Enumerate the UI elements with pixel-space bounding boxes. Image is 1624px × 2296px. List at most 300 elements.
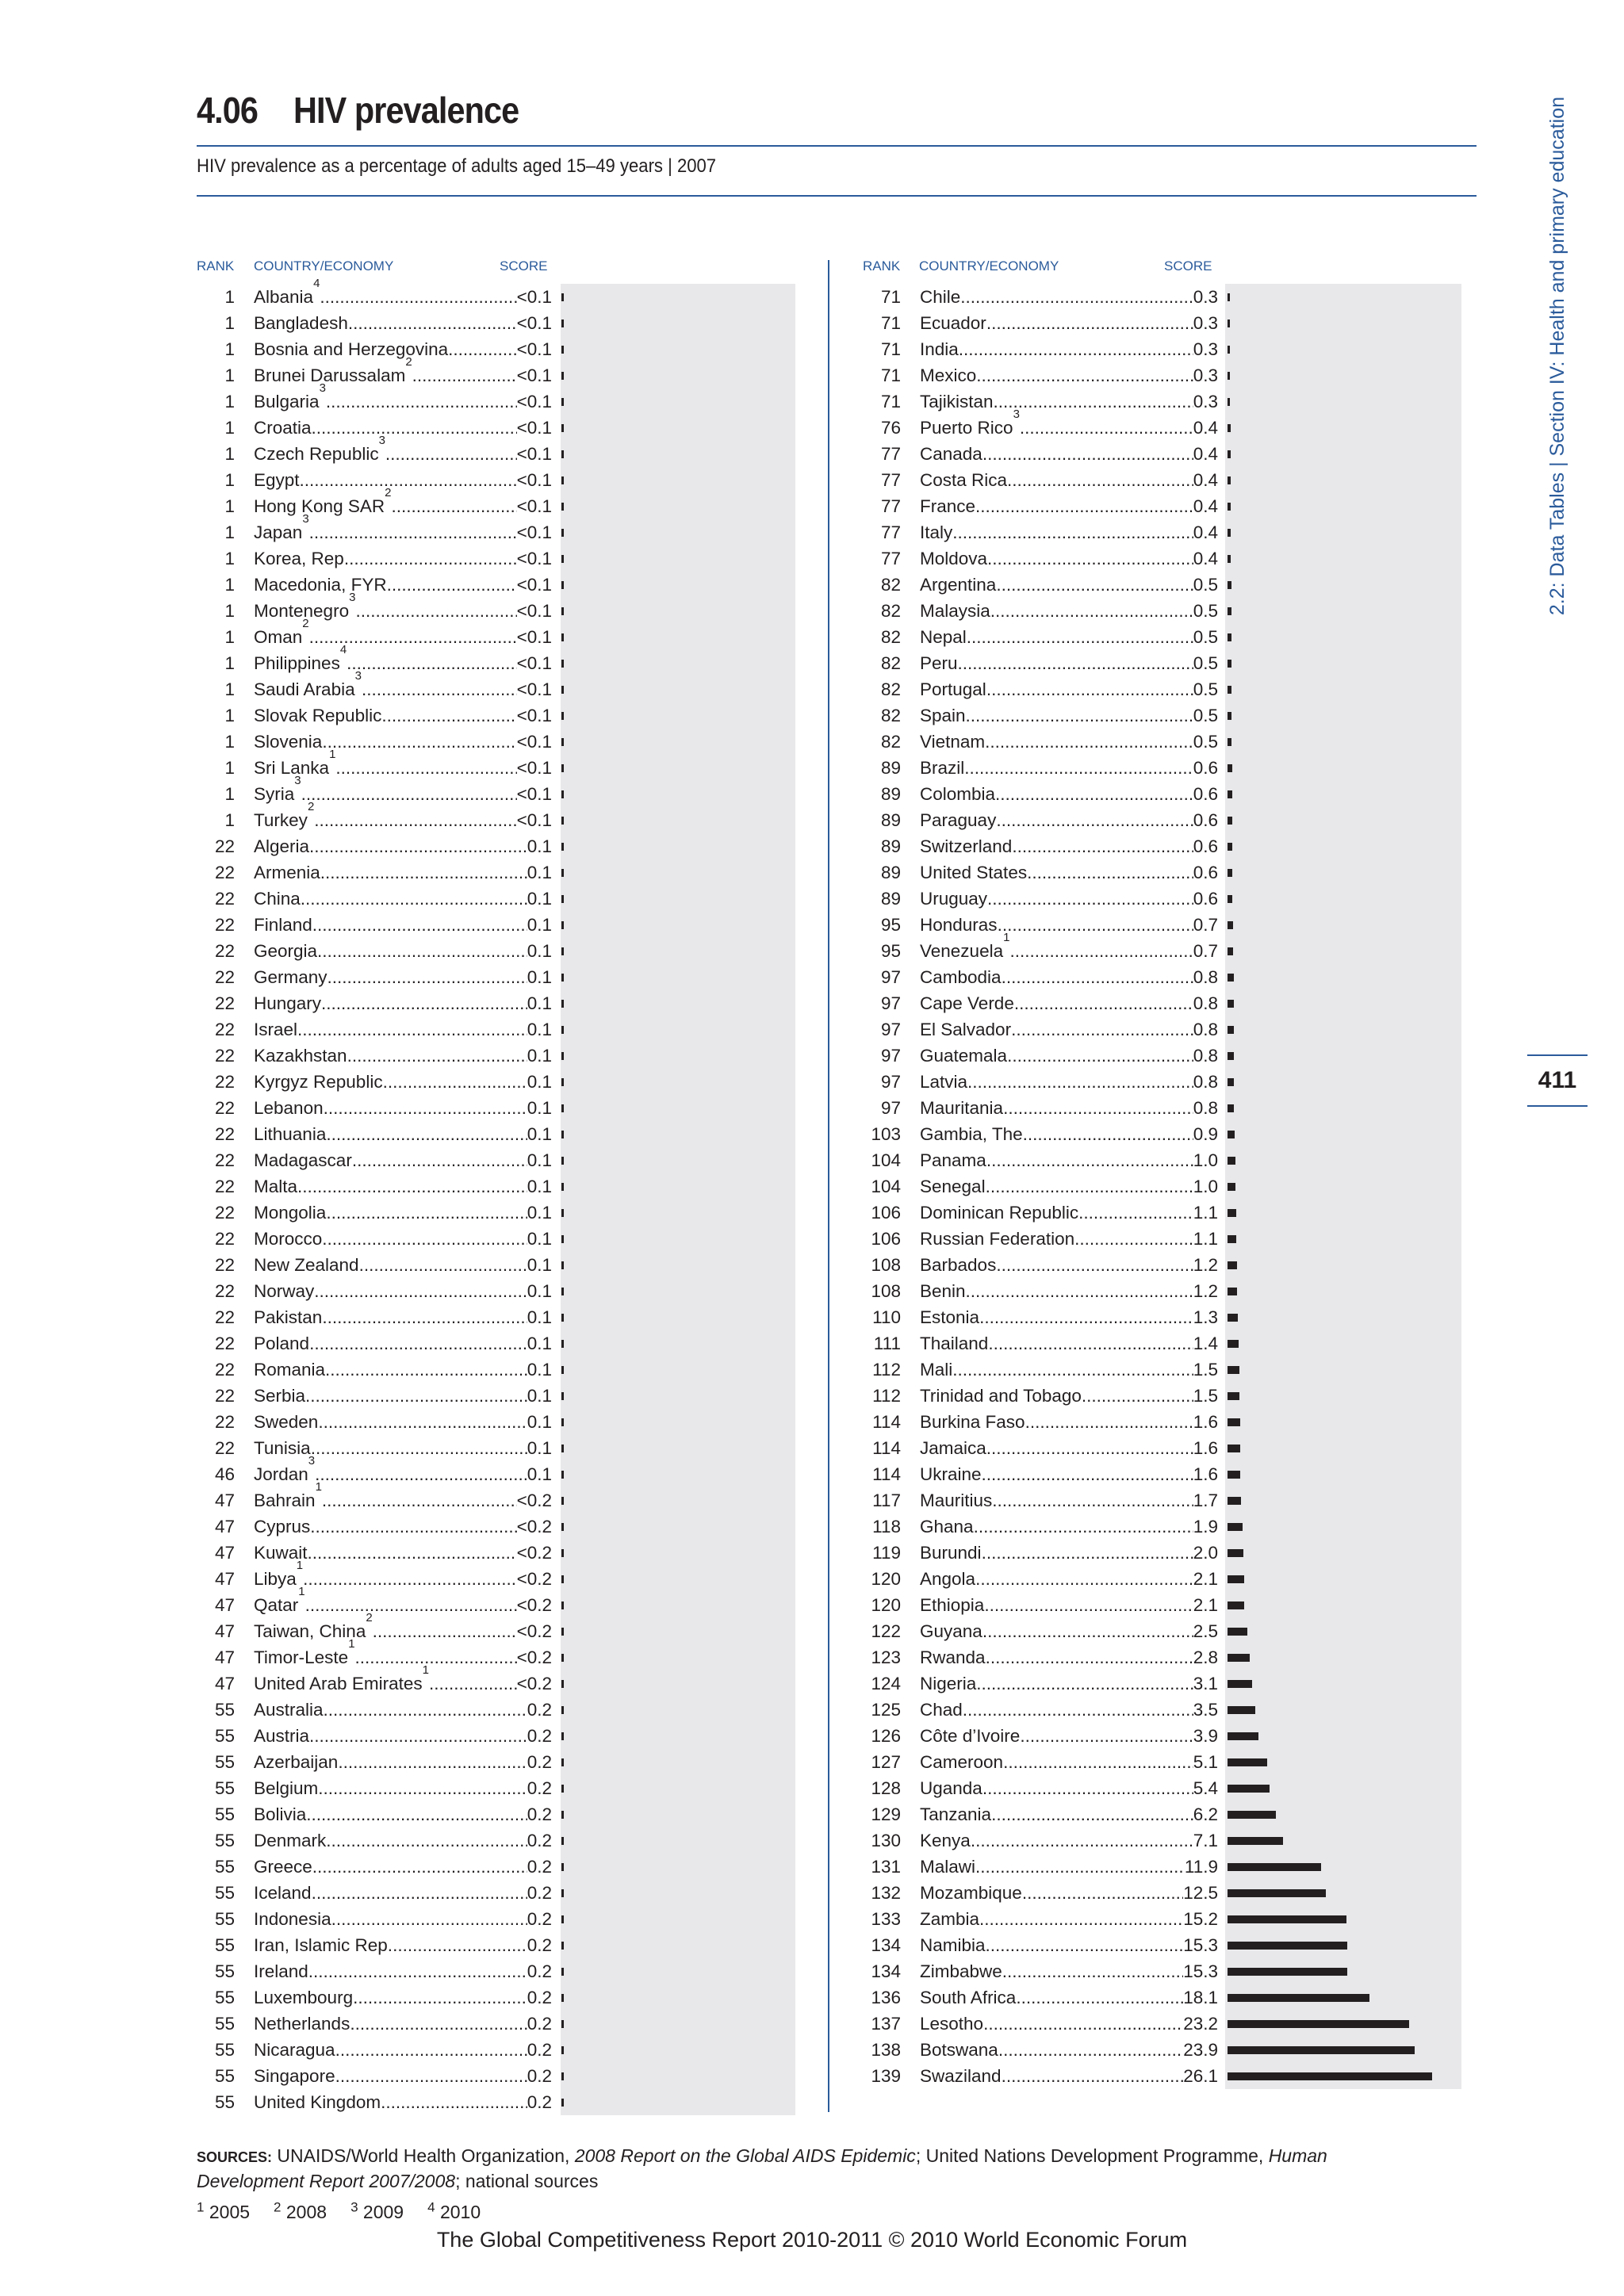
rank-cell: 1	[224, 287, 235, 307]
footnote-mark: 3	[378, 434, 385, 447]
country-cell	[920, 388, 1218, 415]
rank-cell: 1	[224, 679, 235, 699]
bar-mark	[561, 1994, 564, 2002]
rank-cell: 108	[871, 1281, 901, 1301]
footnote-mark: 1	[1003, 931, 1010, 944]
table-row	[197, 1827, 561, 1854]
country-name: Bahrain	[254, 1490, 316, 1510]
leader-dots	[349, 545, 517, 572]
rank-cell: 47	[214, 1517, 235, 1536]
country-name: Guyana	[920, 1621, 982, 1641]
rank-cell: 1	[224, 706, 235, 725]
leader-dots	[314, 1278, 527, 1304]
country-cell	[920, 1592, 1218, 1618]
leader-dots	[318, 1409, 527, 1435]
country-cell	[254, 1932, 552, 1958]
country-name: Israel	[254, 1020, 298, 1039]
country-name: Armenia	[254, 863, 320, 882]
table-row	[197, 1611, 561, 1644]
bar-mark	[561, 712, 564, 720]
bar-mark	[1228, 503, 1231, 511]
country-name: Cyprus	[254, 1517, 311, 1536]
score-cell: 0.6	[1193, 836, 1218, 856]
leader-dots	[381, 2089, 527, 2115]
rank-cell: 112	[872, 1386, 901, 1406]
score-header-right: SCORE	[1164, 258, 1212, 274]
bar-mark	[1228, 660, 1231, 668]
leader-dots	[991, 1801, 1193, 1827]
leader-dots	[1012, 833, 1193, 859]
leader-dots	[317, 938, 527, 964]
score-cell: <0.1	[516, 601, 552, 621]
bar-mark	[561, 1445, 564, 1452]
table-row	[197, 434, 561, 467]
rank-cell: 77	[880, 444, 901, 464]
bar-mark	[1228, 424, 1231, 432]
footnote-item-text: 2005	[204, 2201, 251, 2222]
country-cell	[254, 1304, 552, 1330]
score-cell: 0.6	[1193, 889, 1218, 909]
country-name: Azerbaijan	[254, 1752, 339, 1772]
bar-mark	[561, 2046, 564, 2054]
rank-cell: 1	[224, 653, 235, 673]
score-cell: <0.2	[516, 1674, 552, 1693]
country-name: Albania	[254, 287, 314, 307]
footnote-mark: 1	[296, 1559, 304, 1572]
leader-dots	[324, 1697, 527, 1723]
bar-mark	[561, 2099, 564, 2107]
bar-mark	[1228, 607, 1231, 615]
table-column-right	[863, 284, 1228, 2089]
leader-dots	[362, 676, 517, 702]
country-name: Iran, Islamic Rep.	[254, 1935, 393, 1955]
score-cell: 0.5	[1193, 627, 1218, 647]
rank-cell: 134	[871, 1961, 901, 1981]
country-cell	[920, 833, 1218, 859]
table-row	[863, 1226, 1228, 1252]
bar-mark	[561, 1523, 564, 1531]
table-row	[863, 1697, 1228, 1723]
score-cell: <0.1	[516, 418, 552, 438]
table-row	[863, 1043, 1228, 1069]
country-cell	[920, 572, 1218, 598]
footnote-mark: 3	[354, 669, 362, 683]
rank-cell: 1	[224, 313, 235, 333]
table-row	[863, 990, 1228, 1016]
country-name: Costa Rica	[920, 470, 1008, 490]
footnote-mark: 2	[405, 355, 412, 369]
footnote-item-text: 2009	[358, 2201, 404, 2222]
country-cell	[254, 729, 552, 755]
country-cell	[920, 408, 1218, 441]
leader-dots	[994, 388, 1193, 415]
bar-mark	[1228, 2072, 1432, 2080]
bar-mark	[1228, 686, 1231, 694]
rank-cell: 124	[871, 1674, 901, 1693]
rank-cell: 89	[880, 836, 901, 856]
score-cell: 26.1	[1183, 2066, 1218, 2086]
country-cell	[254, 990, 552, 1016]
country-cell	[920, 912, 1218, 938]
country-cell	[254, 591, 552, 624]
leader-dots	[958, 650, 1193, 676]
score-cell: <0.1	[516, 392, 552, 411]
leader-dots	[990, 598, 1193, 624]
footnotes	[197, 2199, 504, 2223]
score-cell: 2.1	[1193, 1569, 1218, 1589]
leader-dots	[987, 886, 1193, 912]
score-cell: <0.1	[516, 758, 552, 778]
rank-cell: 22	[214, 1360, 235, 1380]
table-row	[197, 2089, 561, 2115]
table-row	[197, 886, 561, 912]
rank-cell: 1	[224, 732, 235, 752]
score-cell: 0.5	[1193, 575, 1218, 595]
country-name: United Kingdom	[254, 2092, 381, 2112]
table-row	[197, 1663, 561, 1697]
country-cell	[254, 1252, 552, 1278]
footnote-mark: 2	[307, 800, 315, 813]
table-row	[863, 1932, 1228, 1958]
score-cell: <0.1	[516, 784, 552, 804]
rank-cell: 47	[214, 1595, 235, 1615]
country-name: Madagascar	[254, 1150, 352, 1170]
country-cell	[920, 1147, 1218, 1173]
rank-cell: 22	[214, 967, 235, 987]
country-name: Saudi Arabia	[254, 679, 355, 699]
country-name: Georgia	[254, 941, 318, 961]
table-row	[197, 1723, 561, 1749]
footnote-mark: 1	[315, 1480, 322, 1494]
rank-cell: 1	[224, 392, 235, 411]
score-cell: <0.1	[516, 627, 552, 647]
bar-mark	[561, 817, 564, 825]
table-row	[197, 1984, 561, 2011]
country-cell	[920, 859, 1218, 886]
table-row	[197, 310, 561, 336]
bar-mark	[561, 633, 564, 641]
country-name: Slovenia	[254, 732, 323, 752]
country-cell	[254, 1454, 552, 1487]
country-name: Mali	[920, 1360, 953, 1380]
country-cell	[920, 1697, 1218, 1723]
score-cell: 1.9	[1193, 1517, 1218, 1536]
country-name: Turkey	[254, 810, 308, 830]
table-row	[863, 1487, 1228, 1513]
leader-dots	[971, 1827, 1193, 1854]
table-row	[197, 512, 561, 545]
table-row	[863, 1775, 1228, 1801]
rank-cell: 82	[880, 575, 901, 595]
bar-mark	[1228, 1758, 1267, 1766]
rank-cell: 1	[224, 365, 235, 385]
footnote-mark: 3	[302, 512, 309, 526]
country-cell	[254, 774, 552, 807]
score-cell: <0.1	[516, 313, 552, 333]
score-cell: 1.4	[1193, 1334, 1218, 1353]
rank-cell: 97	[880, 1020, 901, 1039]
table-row	[863, 1723, 1228, 1749]
bar-mark	[561, 450, 564, 458]
leader-dots	[1020, 1723, 1193, 1749]
score-cell: 0.8	[1193, 993, 1218, 1013]
table-row	[863, 1880, 1228, 1906]
country-cell	[920, 807, 1218, 833]
leader-dots	[326, 1827, 527, 1854]
footnote-item	[427, 2199, 481, 2222]
leader-dots	[327, 964, 527, 990]
table-row	[197, 617, 561, 650]
bar-mark	[561, 1078, 564, 1086]
table-row	[197, 1880, 561, 1906]
country-name: Bolivia	[254, 1804, 307, 1824]
table-row	[863, 2037, 1228, 2063]
bar-mark	[1228, 450, 1231, 458]
country-name: Benin	[920, 1281, 966, 1301]
score-cell: 0.2	[527, 2092, 552, 2112]
country-cell	[254, 1611, 552, 1644]
table-row	[197, 1069, 561, 1095]
score-cell: 0.9	[1193, 1124, 1218, 1144]
score-cell: 0.1	[527, 993, 552, 1013]
score-cell: 0.1	[527, 1229, 552, 1249]
bar-mark	[1228, 1680, 1252, 1688]
table-row	[197, 1016, 561, 1043]
table-title	[197, 89, 519, 132]
country-name: Estonia	[920, 1307, 980, 1327]
table-row	[197, 2011, 561, 2037]
bar-mark	[561, 607, 564, 615]
bar-mark	[1228, 1601, 1244, 1609]
country-name: Qatar	[254, 1595, 299, 1615]
leader-dots	[306, 1801, 527, 1827]
table-row	[863, 859, 1228, 886]
country-name: Moldova	[920, 549, 988, 568]
table-row	[863, 284, 1228, 310]
score-cell: 11.9	[1184, 1857, 1218, 1877]
leader-dots	[986, 676, 1193, 702]
country-cell	[254, 2011, 552, 2037]
country-name: Italy	[920, 522, 953, 542]
bar-mark	[1228, 1497, 1241, 1505]
leader-dots	[963, 1697, 1193, 1723]
country-cell	[920, 964, 1218, 990]
table-row	[863, 336, 1228, 362]
country-cell	[254, 964, 552, 990]
score-cell: <0.2	[516, 1647, 552, 1667]
bar-mark	[1228, 921, 1233, 929]
country-name: Lebanon	[254, 1098, 324, 1118]
table-row	[197, 277, 561, 310]
bar-mark	[1228, 1366, 1239, 1374]
table-row	[197, 774, 561, 807]
score-cell: 3.9	[1193, 1726, 1218, 1746]
score-cell: 1.1	[1193, 1229, 1218, 1249]
leader-dots	[347, 1043, 527, 1069]
rank-cell: 22	[214, 1072, 235, 1092]
country-cell	[254, 1749, 552, 1775]
score-cell: <0.1	[516, 706, 552, 725]
rank-cell: 55	[214, 1935, 235, 1955]
country-cell	[920, 1435, 1218, 1461]
leader-dots	[308, 1958, 527, 1984]
score-cell: <0.1	[516, 653, 552, 673]
bar-mark	[561, 974, 564, 982]
table-row	[863, 781, 1228, 807]
country-cell	[254, 1043, 552, 1069]
bar-mark	[1228, 1314, 1238, 1322]
leader-dots	[1027, 859, 1193, 886]
leader-dots	[393, 1932, 527, 1958]
score-cell: 18.1	[1183, 1988, 1218, 2007]
rank-cell: 55	[214, 2014, 235, 2034]
rank-cell: 1	[224, 784, 235, 804]
country-cell	[254, 1069, 552, 1095]
table-row	[863, 1147, 1228, 1173]
rank-cell: 127	[871, 1752, 901, 1772]
leader-dots	[314, 807, 516, 833]
rank-cell: 138	[871, 2040, 901, 2060]
country-name: Mongolia	[254, 1203, 327, 1223]
rank-cell: 1	[224, 418, 235, 438]
rank-cell: 82	[880, 732, 901, 752]
country-cell	[254, 2037, 552, 2063]
country-cell	[254, 1173, 552, 1200]
country-cell	[254, 1016, 552, 1043]
table-row	[197, 381, 561, 415]
table-row	[197, 486, 561, 519]
country-name: France	[920, 496, 976, 516]
table-row	[863, 729, 1228, 755]
bar-mark	[1228, 947, 1233, 955]
score-header-left: SCORE	[500, 258, 548, 274]
score-cell: 0.5	[1193, 732, 1218, 752]
country-cell	[254, 1906, 552, 1932]
bar-mark	[1228, 320, 1230, 327]
leader-dots	[983, 2011, 1183, 2037]
table-row	[863, 807, 1228, 833]
table-row	[863, 2011, 1228, 2037]
bar-mark	[561, 738, 564, 746]
table-row	[863, 676, 1228, 702]
country-cell	[254, 572, 552, 598]
bar-mark	[561, 1706, 564, 1714]
leader-dots	[315, 1461, 527, 1487]
rank-cell: 22	[214, 915, 235, 935]
leader-dots	[967, 624, 1193, 650]
page-footer: The Global Competitiveness Report 2010-2011 © 2010 World Economic Forum	[436, 2228, 1188, 2252]
score-cell: 2.8	[1193, 1647, 1218, 1667]
table-row	[197, 833, 561, 859]
rank-cell: 22	[214, 1150, 235, 1170]
table-row	[863, 1357, 1228, 1383]
rank-cell: 22	[214, 1281, 235, 1301]
leader-dots	[301, 781, 517, 807]
bar-mark	[1228, 555, 1231, 563]
country-name: Croatia	[254, 418, 312, 438]
leader-dots	[966, 1278, 1193, 1304]
table-row	[197, 1435, 561, 1461]
rank-cell: 118	[872, 1517, 901, 1536]
country-name: United Arab Emirates	[254, 1674, 423, 1693]
country-name: Lesotho	[920, 2014, 984, 2034]
footnote-mark: 4	[339, 643, 347, 656]
rank-cell: 137	[871, 2014, 901, 2034]
score-cell: 0.4	[1193, 522, 1218, 542]
country-cell	[920, 362, 1218, 388]
table-column-left	[197, 277, 561, 2115]
leader-dots	[974, 1513, 1193, 1540]
score-cell: 12.5	[1183, 1883, 1218, 1903]
rank-cell: 55	[214, 1778, 235, 1798]
country-cell	[254, 2089, 552, 2115]
country-cell	[254, 415, 552, 441]
footnote-mark: 3	[308, 1454, 316, 1468]
leader-dots	[321, 990, 527, 1016]
score-cell: 0.1	[527, 1072, 552, 1092]
bar-mark	[1228, 1340, 1239, 1348]
leader-dots	[355, 1644, 517, 1670]
country-name: Macedonia, FYR	[254, 575, 387, 595]
score-cell: 0.2	[527, 1988, 552, 2007]
rank-cell: 1	[224, 522, 235, 542]
score-cell: 0.4	[1193, 418, 1218, 438]
score-cell: <0.1	[516, 549, 552, 568]
score-cell: 0.6	[1193, 758, 1218, 778]
country-cell	[920, 1880, 1218, 1906]
table-row	[863, 650, 1228, 676]
leader-dots	[984, 1592, 1193, 1618]
score-cell: 0.2	[527, 1778, 552, 1798]
rank-cell: 104	[871, 1177, 901, 1196]
bar-mark	[561, 503, 564, 511]
country-name: Cameroon	[920, 1752, 1004, 1772]
country-cell	[254, 1827, 552, 1854]
rank-cell: 47	[214, 1490, 235, 1510]
country-cell	[920, 1330, 1218, 1357]
country-cell	[920, 729, 1218, 755]
leader-dots	[982, 1461, 1193, 1487]
leader-dots	[987, 545, 1193, 572]
country-cell	[254, 1775, 552, 1801]
country-name: Serbia	[254, 1386, 306, 1406]
leader-dots	[960, 284, 1193, 310]
leader-dots	[318, 1775, 527, 1801]
score-cell: 0.8	[1193, 1020, 1218, 1039]
bar-mark	[561, 2072, 564, 2080]
bar-mark	[561, 1235, 564, 1243]
score-cell: 23.9	[1183, 2040, 1218, 2060]
country-name: Kuwait	[254, 1543, 308, 1563]
score-cell: 0.1	[527, 863, 552, 882]
sources-text-2: ; United Nations Development Programme,	[915, 2145, 1269, 2166]
table-row	[863, 1409, 1228, 1435]
bar-mark	[1228, 1000, 1234, 1008]
country-cell	[920, 310, 1218, 336]
table-row	[863, 1566, 1228, 1592]
country-name: Switzerland	[920, 836, 1013, 856]
leader-dots	[976, 1670, 1193, 1697]
rank-cell: 95	[880, 941, 901, 961]
bar-mark	[561, 1549, 564, 1557]
leader-dots	[986, 1147, 1193, 1173]
score-cell: 0.4	[1193, 496, 1218, 516]
score-cell: 7.1	[1193, 1831, 1218, 1850]
leader-dots	[1011, 1016, 1193, 1043]
rank-cell: 106	[871, 1203, 901, 1223]
bar-mark	[1228, 1471, 1240, 1479]
country-name: Tanzania	[920, 1804, 992, 1824]
